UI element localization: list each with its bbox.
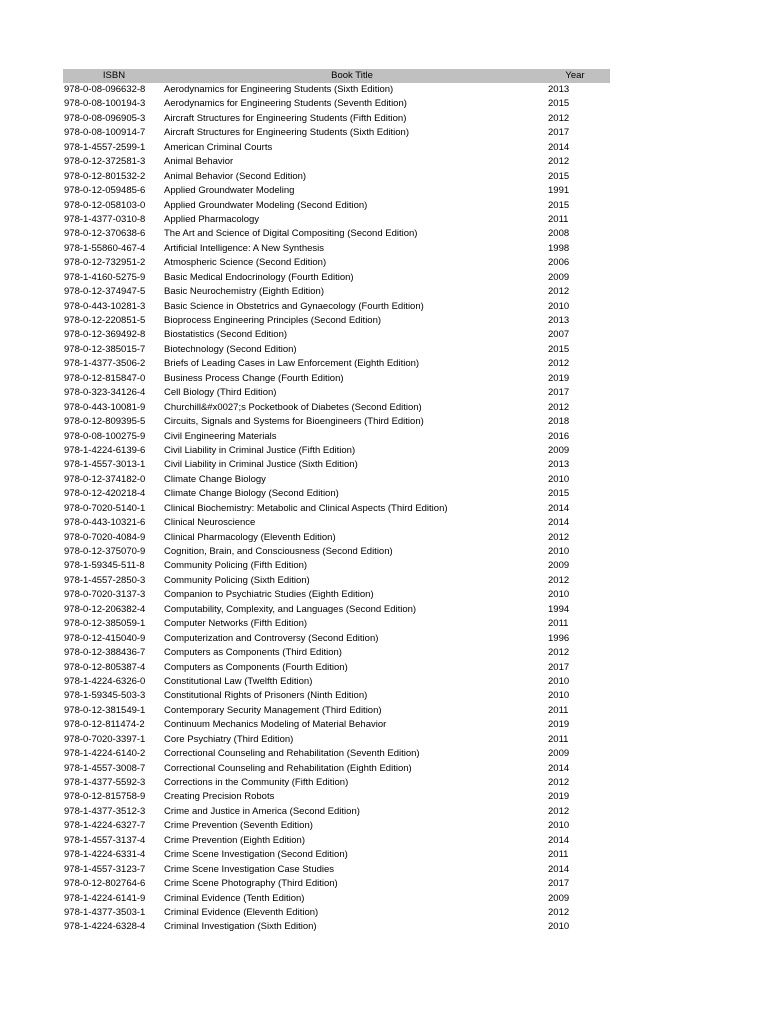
cell-year[interactable]: 2012 [548, 647, 570, 659]
cell-isbn[interactable]: 978-0-12-415040-9 [64, 632, 146, 644]
cell-book-title[interactable]: Constitutional Law (Twelfth Edition) [164, 675, 313, 687]
cell-isbn[interactable]: 978-0-443-10321-6 [64, 517, 146, 529]
cell-isbn[interactable]: 978-0-7020-3397-1 [64, 733, 146, 745]
cell-isbn[interactable]: 978-0-443-10281-3 [64, 300, 146, 312]
cell-book-title[interactable]: The Art and Science of Digital Compositing (Second Edition) [164, 228, 418, 240]
header-book-title[interactable]: Book Title [331, 70, 373, 81]
cell-year[interactable]: 2010 [548, 589, 570, 601]
table-row[interactable] [63, 300, 610, 314]
cell-isbn[interactable]: 978-0-12-374182-0 [64, 473, 146, 485]
cell-year[interactable]: 2019 [548, 791, 570, 803]
table-row[interactable] [63, 762, 610, 776]
cell-isbn[interactable]: 978-0-443-10081-9 [64, 401, 146, 413]
cell-year[interactable]: 2017 [548, 878, 570, 890]
cell-year[interactable]: 2014 [548, 834, 570, 846]
cell-isbn[interactable]: 978-0-12-809395-5 [64, 416, 146, 428]
cell-isbn[interactable]: 978-1-4224-6328-4 [64, 921, 146, 933]
table-row[interactable] [63, 863, 610, 877]
table-row[interactable] [63, 834, 610, 848]
table-row[interactable] [63, 314, 610, 328]
table-row[interactable] [63, 906, 610, 920]
cell-isbn[interactable]: 978-1-55860-467-4 [64, 242, 146, 254]
cell-book-title[interactable]: Criminal Evidence (Eleventh Edition) [164, 906, 319, 918]
table-row[interactable] [63, 588, 610, 602]
cell-year[interactable]: 2017 [548, 387, 570, 399]
cell-isbn[interactable]: 978-1-4160-5275-9 [64, 271, 146, 283]
cell-isbn[interactable]: 978-0-323-34126-4 [64, 387, 146, 399]
table-row[interactable] [63, 502, 610, 516]
cell-year[interactable]: 2011 [548, 733, 569, 745]
table-row[interactable] [63, 430, 610, 444]
cell-isbn[interactable]: 978-1-4377-3512-3 [64, 805, 146, 817]
table-row[interactable] [63, 848, 610, 862]
cell-book-title[interactable]: Basic Neurochemistry (Eighth Edition) [164, 286, 324, 298]
cell-year[interactable]: 2011 [548, 704, 569, 716]
cell-year[interactable]: 2009 [548, 560, 570, 572]
table-row[interactable] [63, 83, 610, 97]
table-row[interactable] [63, 661, 610, 675]
table-row[interactable] [63, 747, 610, 761]
cell-isbn[interactable]: 978-0-08-096905-3 [64, 112, 146, 124]
table-body [63, 83, 610, 935]
cell-year[interactable]: 2014 [548, 863, 570, 875]
cell-year[interactable]: 2012 [548, 777, 570, 788]
cell-isbn[interactable]: 978-0-12-370638-6 [64, 228, 146, 240]
cell-book-title[interactable]: Applied Groundwater Modeling [164, 185, 295, 197]
table-row[interactable] [63, 444, 610, 458]
cell-book-title[interactable]: Clinical Biochemistry: Metabolic and Clinical Aspects (Third Edition) [164, 502, 448, 514]
table-row[interactable] [63, 805, 610, 819]
cell-book-title[interactable]: Companion to Psychiatric Studies (Eighth Edition) [164, 589, 374, 601]
cell-isbn[interactable]: 978-0-12-815847-0 [64, 372, 146, 384]
cell-isbn[interactable]: 978-1-4557-2599-1 [64, 141, 146, 153]
cell-year[interactable]: 2011 [548, 849, 569, 861]
table-row[interactable] [63, 689, 610, 703]
table-row[interactable] [63, 675, 610, 689]
table-row[interactable] [63, 733, 610, 747]
cell-book-title[interactable]: Bioprocess Engineering Principles (Second Edition) [164, 315, 382, 326]
cell-book-title[interactable]: Computers as Components (Fourth Edition) [164, 661, 348, 673]
cell-isbn[interactable]: 978-0-12-374947-5 [64, 286, 146, 298]
table-row[interactable] [63, 487, 610, 501]
table-row[interactable] [63, 892, 610, 906]
cell-year[interactable]: 2012 [548, 112, 570, 124]
table-row[interactable] [63, 704, 610, 718]
cell-year[interactable]: 2008 [548, 228, 570, 240]
cell-book-title[interactable]: American Criminal Courts [164, 141, 273, 153]
cell-isbn[interactable]: 978-1-4224-6140-2 [64, 748, 146, 760]
cell-year[interactable]: 2014 [548, 762, 570, 774]
table-row[interactable] [63, 357, 610, 371]
cell-book-title[interactable]: Crime Scene Investigation Case Studies [164, 863, 335, 875]
cell-year[interactable]: 2013 [548, 459, 570, 471]
cell-book-title[interactable]: Aircraft Structures for Engineering Students (Fifth Edition) [164, 112, 407, 124]
cell-year[interactable]: 2015 [548, 343, 570, 355]
cell-isbn[interactable]: 978-0-7020-3137-3 [64, 589, 146, 601]
table-row[interactable] [63, 256, 610, 270]
cell-book-title[interactable]: Biotechnology (Second Edition) [164, 343, 297, 355]
table-row[interactable] [63, 646, 610, 660]
cell-year[interactable]: 2015 [548, 199, 570, 211]
table-row[interactable] [63, 603, 610, 617]
table-row[interactable] [63, 112, 610, 126]
cell-year[interactable]: 1998 [548, 242, 570, 254]
cell-isbn[interactable]: 978-1-4224-6327-7 [64, 820, 146, 832]
cell-book-title[interactable]: Creating Precision Robots [164, 791, 275, 803]
cell-book-title[interactable]: Computerization and Controversy (Second Edition) [164, 632, 379, 644]
cell-year[interactable]: 1991 [548, 185, 570, 197]
cell-year[interactable]: 2014 [548, 141, 570, 153]
cell-book-title[interactable]: Churchill&#x0027;s Pocketbook of Diabetes (Second Edition) [164, 401, 422, 413]
header-year[interactable]: Year [565, 70, 585, 81]
cell-isbn[interactable]: 978-1-4224-6141-9 [64, 892, 146, 904]
table-row[interactable] [63, 141, 610, 155]
cell-year[interactable]: 2012 [548, 805, 570, 817]
table-row[interactable] [63, 386, 610, 400]
cell-year[interactable]: 2010 [548, 690, 570, 702]
cell-year[interactable]: 2010 [548, 473, 570, 485]
cell-year[interactable]: 2012 [548, 358, 570, 370]
cell-book-title[interactable]: Civil Engineering Materials [164, 430, 277, 442]
cell-year[interactable]: 2010 [548, 300, 570, 312]
cell-year[interactable]: 2011 [548, 618, 569, 630]
cell-book-title[interactable]: Animal Behavior (Second Edition) [164, 170, 307, 182]
table-row[interactable] [63, 415, 610, 429]
cell-isbn[interactable]: 978-1-59345-511-8 [64, 560, 145, 572]
table-row[interactable] [63, 877, 610, 891]
cell-isbn[interactable]: 978-1-4557-3008-7 [64, 762, 146, 774]
cell-year[interactable]: 2012 [548, 401, 570, 413]
cell-isbn[interactable]: 978-0-12-815758-9 [64, 791, 146, 803]
cell-isbn[interactable]: 978-0-08-096632-8 [64, 84, 146, 95]
cell-year[interactable]: 2012 [548, 286, 570, 298]
cell-year[interactable]: 2014 [548, 517, 570, 529]
cell-isbn[interactable]: 978-0-12-388436-7 [64, 647, 146, 659]
cell-book-title[interactable]: Crime and Justice in America (Second Edition) [164, 805, 360, 817]
cell-year[interactable]: 2010 [548, 921, 570, 933]
table-row[interactable] [63, 516, 610, 530]
book-table [63, 69, 610, 935]
cell-book-title[interactable]: Core Psychiatry (Third Edition) [164, 733, 294, 745]
cell-book-title[interactable]: Business Process Change (Fourth Edition) [164, 372, 344, 384]
cell-book-title[interactable]: Community Policing (Sixth Edition) [164, 574, 310, 586]
cell-book-title[interactable]: Correctional Counseling and Rehabilitation (Eighth Edition) [164, 762, 412, 774]
table-row[interactable] [63, 213, 610, 227]
cell-isbn[interactable]: 978-1-4377-3506-2 [64, 358, 146, 370]
table-row[interactable] [63, 199, 610, 213]
table-row[interactable] [63, 372, 610, 386]
table-row[interactable] [63, 617, 610, 631]
table-row[interactable] [63, 285, 610, 299]
cell-year[interactable]: 2016 [548, 430, 570, 442]
cell-book-title[interactable]: Computability, Complexity, and Languages (Second Edition) [164, 603, 417, 615]
cell-isbn[interactable]: 978-0-12-385015-7 [64, 343, 146, 355]
cell-isbn[interactable]: 978-0-12-381549-1 [64, 704, 146, 716]
cell-book-title[interactable]: Contemporary Security Management (Third Edition) [164, 704, 382, 716]
cell-book-title[interactable]: Continuum Mechanics Modeling of Material Behavior [164, 719, 387, 731]
cell-year[interactable]: 2011 [548, 213, 569, 225]
cell-book-title[interactable]: Circuits, Signals and Systems for Bioengineers (Third Edition) [164, 416, 424, 428]
table-row[interactable] [63, 328, 610, 342]
cell-isbn[interactable]: 978-1-4224-6139-6 [64, 444, 146, 456]
table-row[interactable] [63, 920, 610, 934]
cell-isbn[interactable]: 978-0-12-385059-1 [64, 618, 146, 630]
cell-year[interactable]: 2012 [548, 906, 570, 918]
cell-isbn[interactable]: 978-0-12-811474-2 [64, 719, 145, 731]
cell-isbn[interactable]: 978-1-4377-0310-8 [64, 213, 146, 225]
cell-year[interactable]: 2006 [548, 257, 570, 269]
cell-year[interactable]: 2012 [548, 156, 570, 168]
cell-year[interactable]: 2009 [548, 748, 570, 760]
table-row[interactable] [63, 343, 610, 357]
cell-year[interactable]: 2009 [548, 892, 570, 904]
cell-book-title[interactable]: Crime Scene Investigation (Second Edition) [164, 849, 348, 861]
cell-year[interactable]: 2013 [548, 315, 570, 326]
cell-book-title[interactable]: Climate Change Biology [164, 473, 266, 485]
cell-isbn[interactable]: 978-1-4557-3013-1 [64, 459, 146, 471]
table-row[interactable] [63, 632, 610, 646]
cell-book-title[interactable]: Computer Networks (Fifth Edition) [164, 618, 308, 630]
table-row[interactable] [63, 227, 610, 241]
cell-year[interactable]: 2017 [548, 661, 570, 673]
cell-year[interactable]: 2010 [548, 546, 570, 557]
cell-book-title[interactable]: Animal Behavior [164, 156, 234, 168]
cell-isbn[interactable]: 978-1-59345-503-3 [64, 690, 146, 702]
cell-isbn[interactable]: 978-1-4377-5592-3 [64, 777, 146, 788]
cell-isbn[interactable]: 978-0-12-206382-4 [64, 603, 146, 615]
table-row[interactable] [63, 97, 610, 111]
cell-book-title[interactable]: Aerodynamics for Engineering Students (Seventh Edition) [164, 98, 407, 110]
table-row[interactable] [63, 184, 610, 198]
cell-isbn[interactable]: 978-0-12-732951-2 [64, 257, 146, 269]
cell-book-title[interactable]: Computers as Components (Third Edition) [164, 647, 342, 659]
table-row[interactable] [63, 401, 610, 415]
cell-book-title[interactable]: Basic Science in Obstetrics and Gynaecology (Fourth Edition) [164, 300, 424, 312]
table-row[interactable] [63, 473, 610, 487]
cell-book-title[interactable]: Briefs of Leading Cases in Law Enforcement (Eighth Edition) [164, 358, 420, 370]
cell-isbn[interactable]: 978-1-4224-6326-0 [64, 675, 146, 687]
table-row[interactable] [63, 790, 610, 804]
cell-year[interactable]: 2015 [548, 98, 570, 110]
cell-isbn[interactable]: 978-0-12-805387-4 [64, 661, 146, 673]
table-row[interactable] [63, 126, 610, 140]
cell-year[interactable]: 2010 [548, 820, 570, 832]
cell-book-title[interactable]: Basic Medical Endocrinology (Fourth Edition) [164, 271, 354, 283]
cell-book-title[interactable]: Crime Scene Photography (Third Edition) [164, 878, 338, 890]
cell-isbn[interactable]: 978-0-12-802764-6 [64, 878, 146, 890]
cell-isbn[interactable]: 978-0-08-100914-7 [64, 127, 146, 139]
cell-book-title[interactable]: Biostatistics (Second Edition) [164, 329, 288, 341]
cell-year[interactable]: 2017 [548, 127, 570, 139]
table-row[interactable] [63, 574, 610, 588]
table-row[interactable] [63, 170, 610, 184]
cell-year[interactable]: 2012 [548, 531, 570, 543]
cell-book-title[interactable]: Cognition, Brain, and Consciousness (Second Edition) [164, 546, 393, 557]
cell-book-title[interactable]: Clinical Pharmacology (Eleventh Edition) [164, 531, 336, 543]
table-row[interactable] [63, 155, 610, 169]
cell-isbn[interactable]: 978-0-12-372581-3 [64, 156, 146, 168]
table-row[interactable] [63, 718, 610, 732]
cell-year[interactable]: 2010 [548, 675, 570, 687]
cell-book-title[interactable]: Corrections in the Community (Fifth Edition) [164, 777, 349, 788]
table-row[interactable] [63, 776, 610, 790]
table-row[interactable] [63, 559, 610, 573]
cell-year[interactable]: 2018 [548, 416, 570, 428]
cell-year[interactable]: 1996 [548, 632, 570, 644]
cell-book-title[interactable]: Climate Change Biology (Second Edition) [164, 488, 339, 500]
cell-book-title[interactable]: Community Policing (Fifth Edition) [164, 560, 308, 572]
cell-isbn[interactable]: 978-0-12-801532-2 [64, 170, 146, 182]
cell-year[interactable]: 2012 [548, 574, 570, 586]
cell-book-title[interactable]: Cell Biology (Third Edition) [164, 387, 277, 399]
table-row[interactable] [63, 545, 610, 559]
cell-book-title[interactable]: Crime Prevention (Seventh Edition) [164, 820, 313, 832]
cell-isbn[interactable]: 978-0-7020-4084-9 [64, 531, 146, 543]
cell-book-title[interactable]: Civil Liability in Criminal Justice (Fifth Edition) [164, 444, 356, 456]
cell-isbn[interactable]: 978-0-12-059485-6 [64, 185, 146, 197]
cell-year[interactable]: 2014 [548, 502, 570, 514]
cell-isbn[interactable]: 978-1-4557-3123-7 [64, 863, 146, 875]
cell-isbn[interactable]: 978-1-4557-3137-4 [64, 834, 146, 846]
cell-isbn[interactable]: 978-0-7020-5140-1 [64, 502, 146, 514]
cell-book-title[interactable]: Constitutional Rights of Prisoners (Ninth Edition) [164, 690, 368, 702]
table-row[interactable] [63, 458, 610, 472]
cell-book-title[interactable]: Aircraft Structures for Engineering Students (Sixth Edition) [164, 127, 410, 139]
cell-year[interactable]: 2015 [548, 170, 570, 182]
cell-year[interactable]: 2009 [548, 271, 570, 283]
cell-book-title[interactable]: Crime Prevention (Eighth Edition) [164, 834, 305, 846]
cell-book-title[interactable]: Clinical Neuroscience [164, 517, 256, 529]
cell-isbn[interactable]: 978-0-12-369492-8 [64, 329, 146, 341]
table-row[interactable] [63, 242, 610, 256]
cell-isbn[interactable]: 978-0-12-058103-0 [64, 199, 146, 211]
cell-isbn[interactable]: 978-0-12-220851-5 [64, 315, 146, 326]
cell-year[interactable]: 2019 [548, 372, 570, 384]
cell-book-title[interactable]: Applied Pharmacology [164, 213, 260, 225]
table-header [63, 69, 610, 83]
cell-year[interactable]: 2007 [548, 329, 570, 341]
cell-year[interactable]: 1994 [548, 603, 570, 615]
cell-book-title[interactable]: Applied Groundwater Modeling (Second Edition) [164, 199, 368, 211]
header-isbn[interactable]: ISBN [102, 70, 126, 81]
table-row[interactable] [63, 271, 610, 285]
cell-isbn[interactable]: 978-0-12-420218-4 [64, 488, 146, 500]
cell-book-title[interactable]: Correctional Counseling and Rehabilitation (Seventh Edition) [164, 748, 420, 760]
cell-isbn[interactable]: 978-1-4557-2850-3 [64, 574, 146, 586]
cell-isbn[interactable]: 978-0-08-100194-3 [64, 98, 146, 110]
cell-isbn[interactable]: 978-0-12-375070-9 [64, 546, 146, 557]
cell-book-title[interactable]: Criminal Investigation (Sixth Edition) [164, 921, 317, 933]
cell-year[interactable]: 2013 [548, 84, 570, 95]
cell-isbn[interactable]: 978-0-08-100275-9 [64, 430, 146, 442]
cell-book-title[interactable]: Civil Liability in Criminal Justice (Sixth Edition) [164, 459, 358, 471]
table-row[interactable] [63, 531, 610, 545]
cell-book-title[interactable]: Aerodynamics for Engineering Students (Sixth Edition) [164, 84, 394, 95]
cell-book-title[interactable]: Criminal Evidence (Tenth Edition) [164, 892, 305, 904]
cell-book-title[interactable]: Artificial Intelligence: A New Synthesis [164, 242, 324, 254]
table-row[interactable] [63, 819, 610, 833]
cell-year[interactable]: 2015 [548, 488, 570, 500]
cell-year[interactable]: 2009 [548, 444, 570, 456]
cell-year[interactable]: 2019 [548, 719, 570, 731]
cell-isbn[interactable]: 978-1-4224-6331-4 [64, 849, 146, 861]
cell-book-title[interactable]: Atmospheric Science (Second Edition) [164, 257, 327, 269]
cell-isbn[interactable]: 978-1-4377-3503-1 [64, 906, 146, 918]
